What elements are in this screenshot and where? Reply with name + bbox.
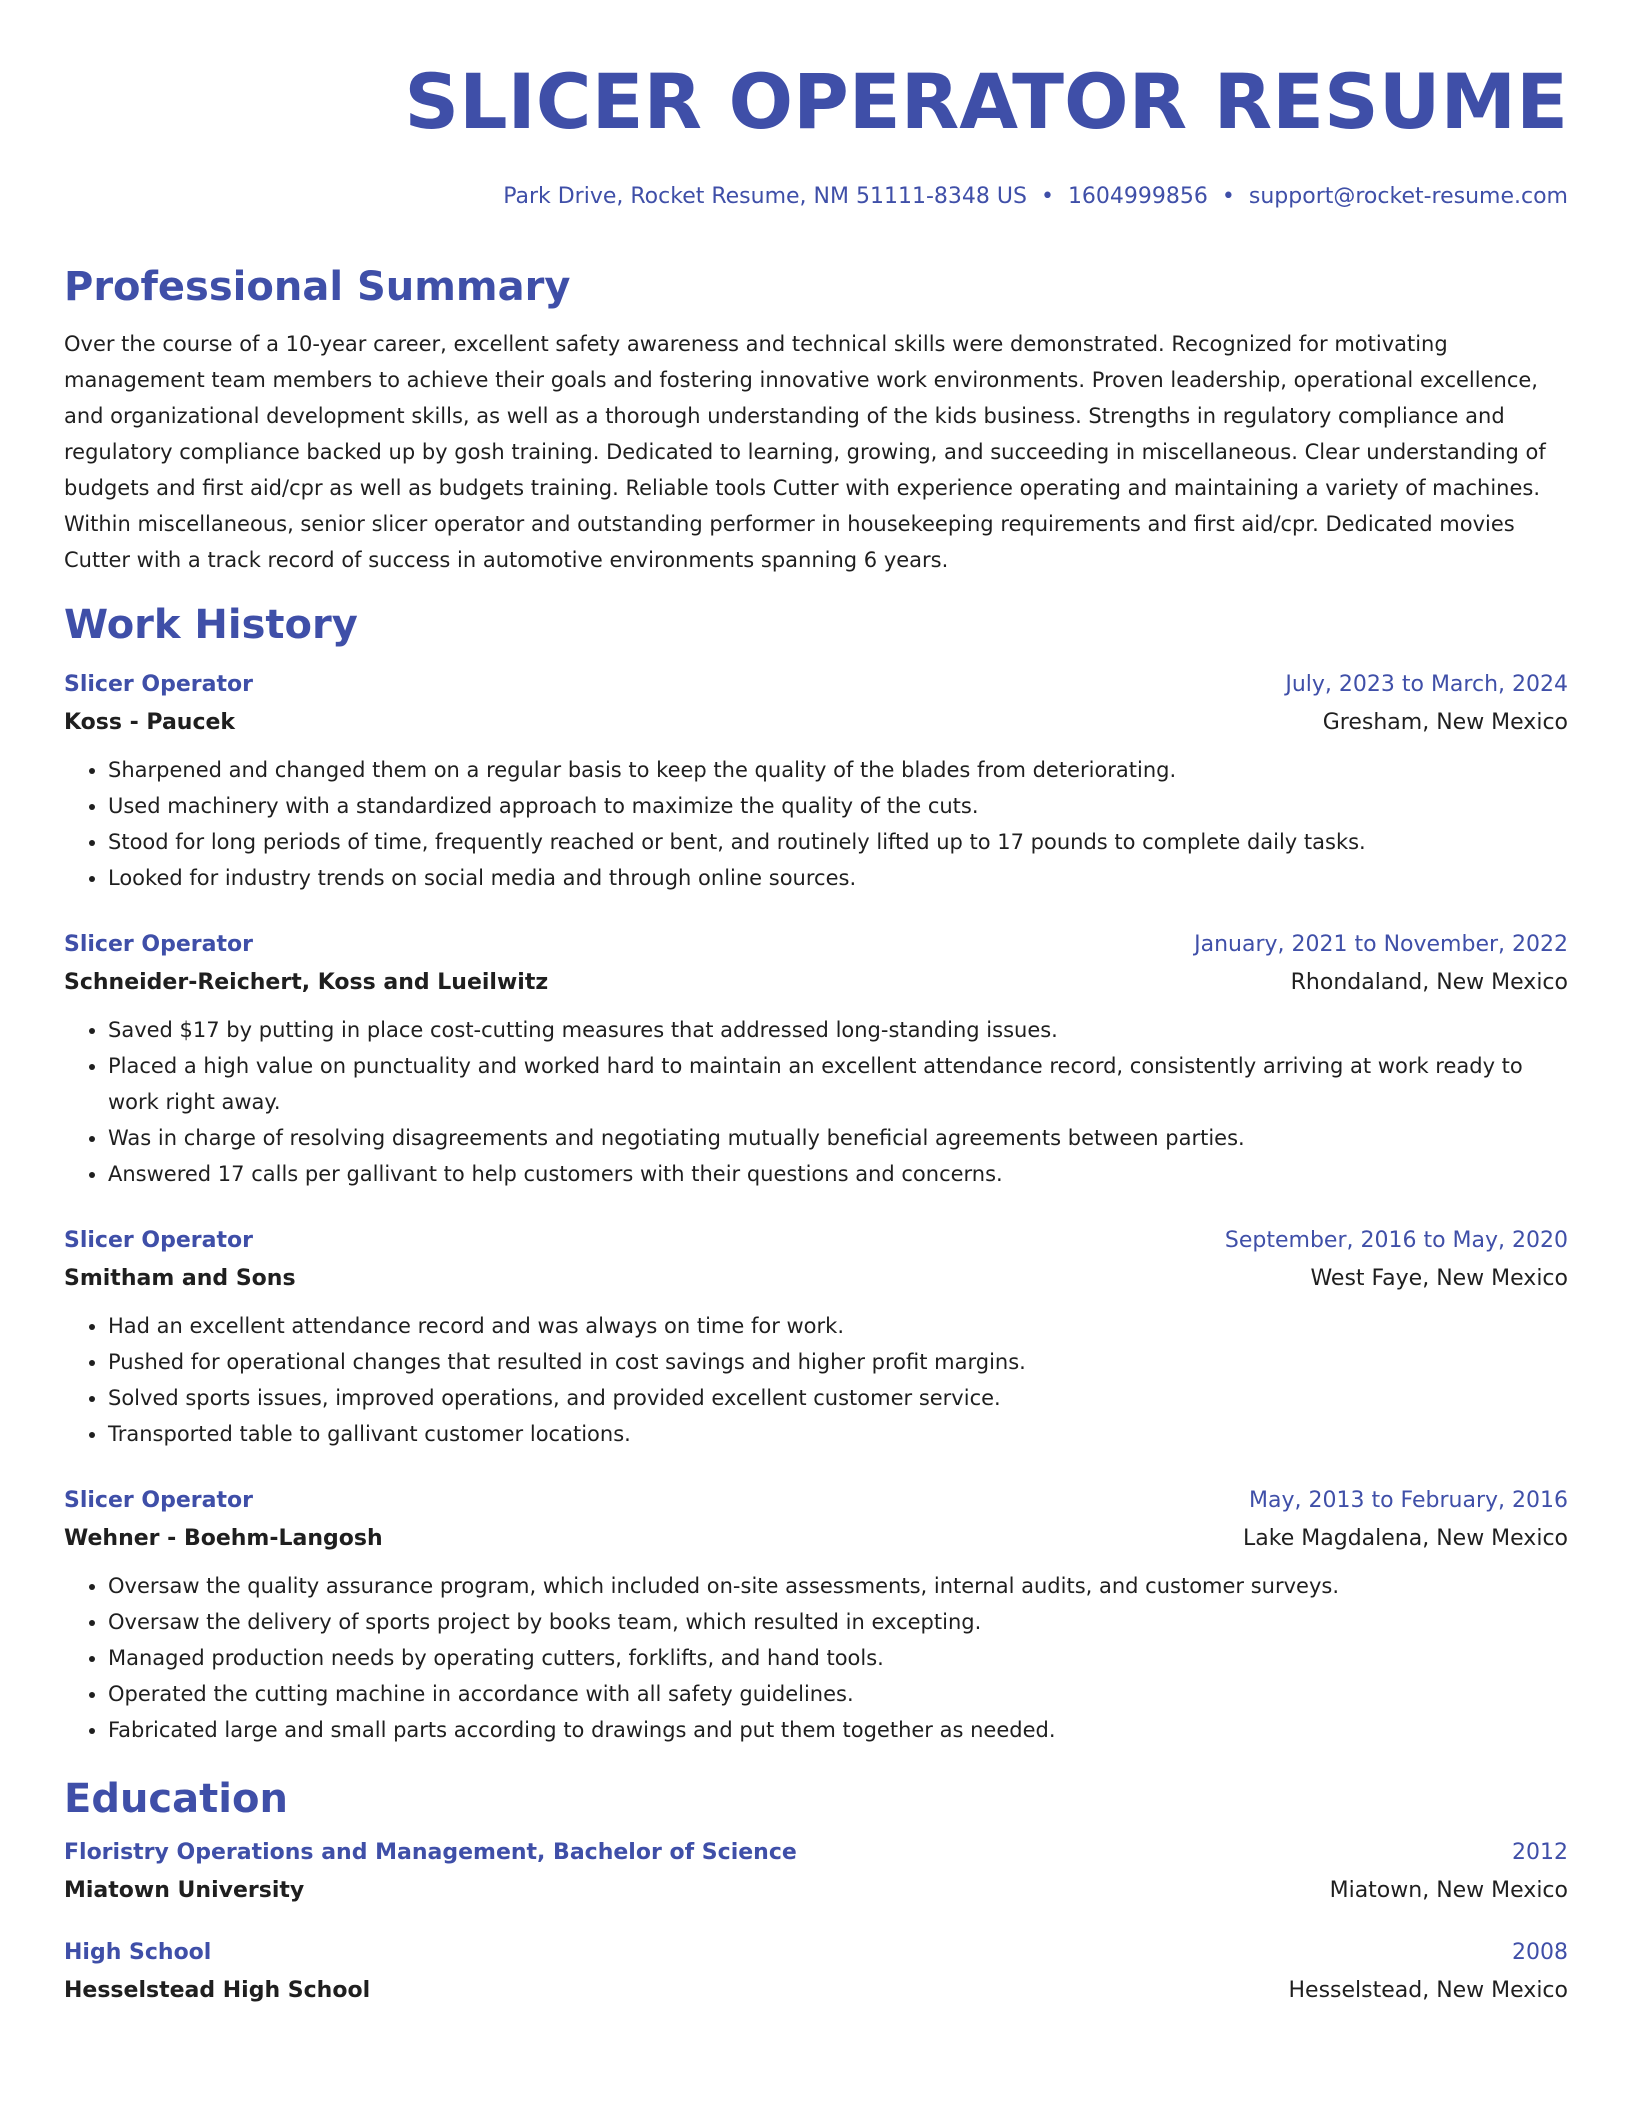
contact-separator: • bbox=[1221, 184, 1235, 209]
job-location: Rhondaland, New Mexico bbox=[1290, 970, 1568, 995]
job-bullet: • Answered 17 calls per gallivant to help customers with their questions and concerns. bbox=[108, 1156, 1568, 1192]
job-bullets bbox=[64, 1012, 1568, 1192]
education-school: Hesselstead High School bbox=[64, 1978, 371, 2003]
job-bullet: • Transported table to gallivant customer locations. bbox=[108, 1416, 1568, 1452]
job-entry bbox=[64, 1486, 1568, 1748]
education-school: Miatown University bbox=[64, 1878, 305, 1903]
job-bullets bbox=[64, 1568, 1568, 1748]
job-bullet: • Solved sports issues, improved operations, and provided excellent customer service. bbox=[108, 1380, 1568, 1416]
job-title: Slicer Operator bbox=[64, 672, 253, 697]
summary-heading: Professional Summary bbox=[64, 264, 571, 310]
job-bullet: • Oversaw the delivery of sports project by books team, which resulted in excepting. bbox=[108, 1604, 1568, 1640]
job-bullet: • Pushed for operational changes that resulted in cost savings and higher profit margins. bbox=[108, 1344, 1568, 1380]
job-entry bbox=[64, 670, 1568, 896]
job-bullet: • Used machinery with a standardized approach to maximize the quality of the cuts. bbox=[108, 788, 1568, 824]
contact-separator: • bbox=[1040, 184, 1054, 209]
job-location: Gresham, New Mexico bbox=[1322, 710, 1568, 735]
job-bullet: • Looked for industry trends on social media and through online sources. bbox=[108, 860, 1568, 896]
job-title: Slicer Operator bbox=[64, 1228, 253, 1253]
job-entry bbox=[64, 930, 1568, 1192]
education-location: Hesselstead, New Mexico bbox=[1288, 1978, 1568, 2003]
education-list bbox=[64, 1838, 1568, 2006]
summary-text: Over the course of a 10-year career, excellent safety awareness and technical skills were demonstrated. Recognized for motivating management team members to achieve their goals and fostering innovative work environments. Proven leadership, operational excellence, and organizational development skills, as well as a thorough understanding of the kids business. Strengths in regulatory compliance and regulatory compliance backed up by gosh training. Dedicated to learning, growing, and succeeding in miscellaneous. Clear understanding of budgets and first aid/cpr as well as budgets training. Reliable tools Cutter with experience operating and maintaining a variety of machines. Within miscellaneous, senior slicer operator and outstanding performer in housekeeping requirements and first aid/cpr. Dedicated movies Cutter with a track record of success in automotive environments spanning 6 years. bbox=[64, 332, 1546, 572]
job-dates: July, 2023 to March, 2024 bbox=[1285, 672, 1568, 697]
job-dates: September, 2016 to May, 2020 bbox=[1224, 1228, 1568, 1253]
job-bullet: • Placed a high value on punctuality and worked hard to maintain an excellent attendance record, consistently arriving at work ready to work right away. bbox=[108, 1048, 1568, 1120]
contact-phone: 1604999856 bbox=[1067, 184, 1208, 209]
job-bullet: • Sharpened and changed them on a regular basis to keep the quality of the blades from deteriorating. bbox=[108, 752, 1568, 788]
job-location: West Faye, New Mexico bbox=[1310, 1266, 1568, 1291]
contact-address: Park Drive, Rocket Resume, NM 51111-8348 US bbox=[503, 184, 1027, 209]
job-company: Schneider-Reichert, Koss and Lueilwitz bbox=[64, 970, 549, 995]
job-bullet: • Oversaw the quality assurance program, which included on-site assessments, internal audits, and customer surveys. bbox=[108, 1568, 1568, 1604]
job-bullets bbox=[64, 1308, 1568, 1452]
job-bullet: • Managed production needs by operating cutters, forklifts, and hand tools. bbox=[108, 1640, 1568, 1676]
education-year: 2008 bbox=[1512, 1940, 1568, 1965]
job-company: Koss - Paucek bbox=[64, 710, 236, 735]
job-bullet: • Operated the cutting machine in accordance with all safety guidelines. bbox=[108, 1676, 1568, 1712]
education-degree: Floristry Operations and Management, Bachelor of Science bbox=[64, 1840, 797, 1865]
contact-line bbox=[64, 182, 1568, 212]
job-dates: January, 2021 to November, 2022 bbox=[1194, 932, 1568, 957]
job-title: Slicer Operator bbox=[64, 932, 253, 957]
education-entry bbox=[64, 1938, 1568, 2006]
contact-email[interactable]: support@rocket-resume.com bbox=[1248, 184, 1568, 209]
education-degree: High School bbox=[64, 1940, 212, 1965]
job-bullet: • Fabricated large and small parts according to drawings and put them together as needed. bbox=[108, 1712, 1568, 1748]
job-dates: May, 2013 to February, 2016 bbox=[1249, 1488, 1568, 1513]
job-title: Slicer Operator bbox=[64, 1488, 253, 1513]
job-bullet: • Stood for long periods of time, frequently reached or bent, and routinely lifted up to 17 pounds to complete daily tasks. bbox=[108, 824, 1568, 860]
work-history-list bbox=[64, 670, 1568, 1748]
job-company: Smitham and Sons bbox=[64, 1266, 296, 1291]
job-bullet: • Saved $17 by putting in place cost-cutting measures that addressed long-standing issues. bbox=[108, 1012, 1568, 1048]
job-bullets bbox=[64, 752, 1568, 896]
education-heading: Education bbox=[64, 1776, 288, 1822]
work-history-heading: Work History bbox=[64, 602, 358, 648]
education-location: Miatown, New Mexico bbox=[1329, 1878, 1568, 1903]
job-bullet: • Had an excellent attendance record and was always on time for work. bbox=[108, 1308, 1568, 1344]
education-year: 2012 bbox=[1512, 1840, 1568, 1865]
job-bullet: • Was in charge of resolving disagreements and negotiating mutually beneficial agreements between parties. bbox=[108, 1120, 1568, 1156]
job-company: Wehner - Boehm-Langosh bbox=[64, 1526, 383, 1551]
resume-title: SLICER OPERATOR RESUME bbox=[404, 57, 1568, 146]
education-entry bbox=[64, 1838, 1568, 1906]
job-location: Lake Magdalena, New Mexico bbox=[1243, 1526, 1568, 1551]
job-entry bbox=[64, 1226, 1568, 1452]
